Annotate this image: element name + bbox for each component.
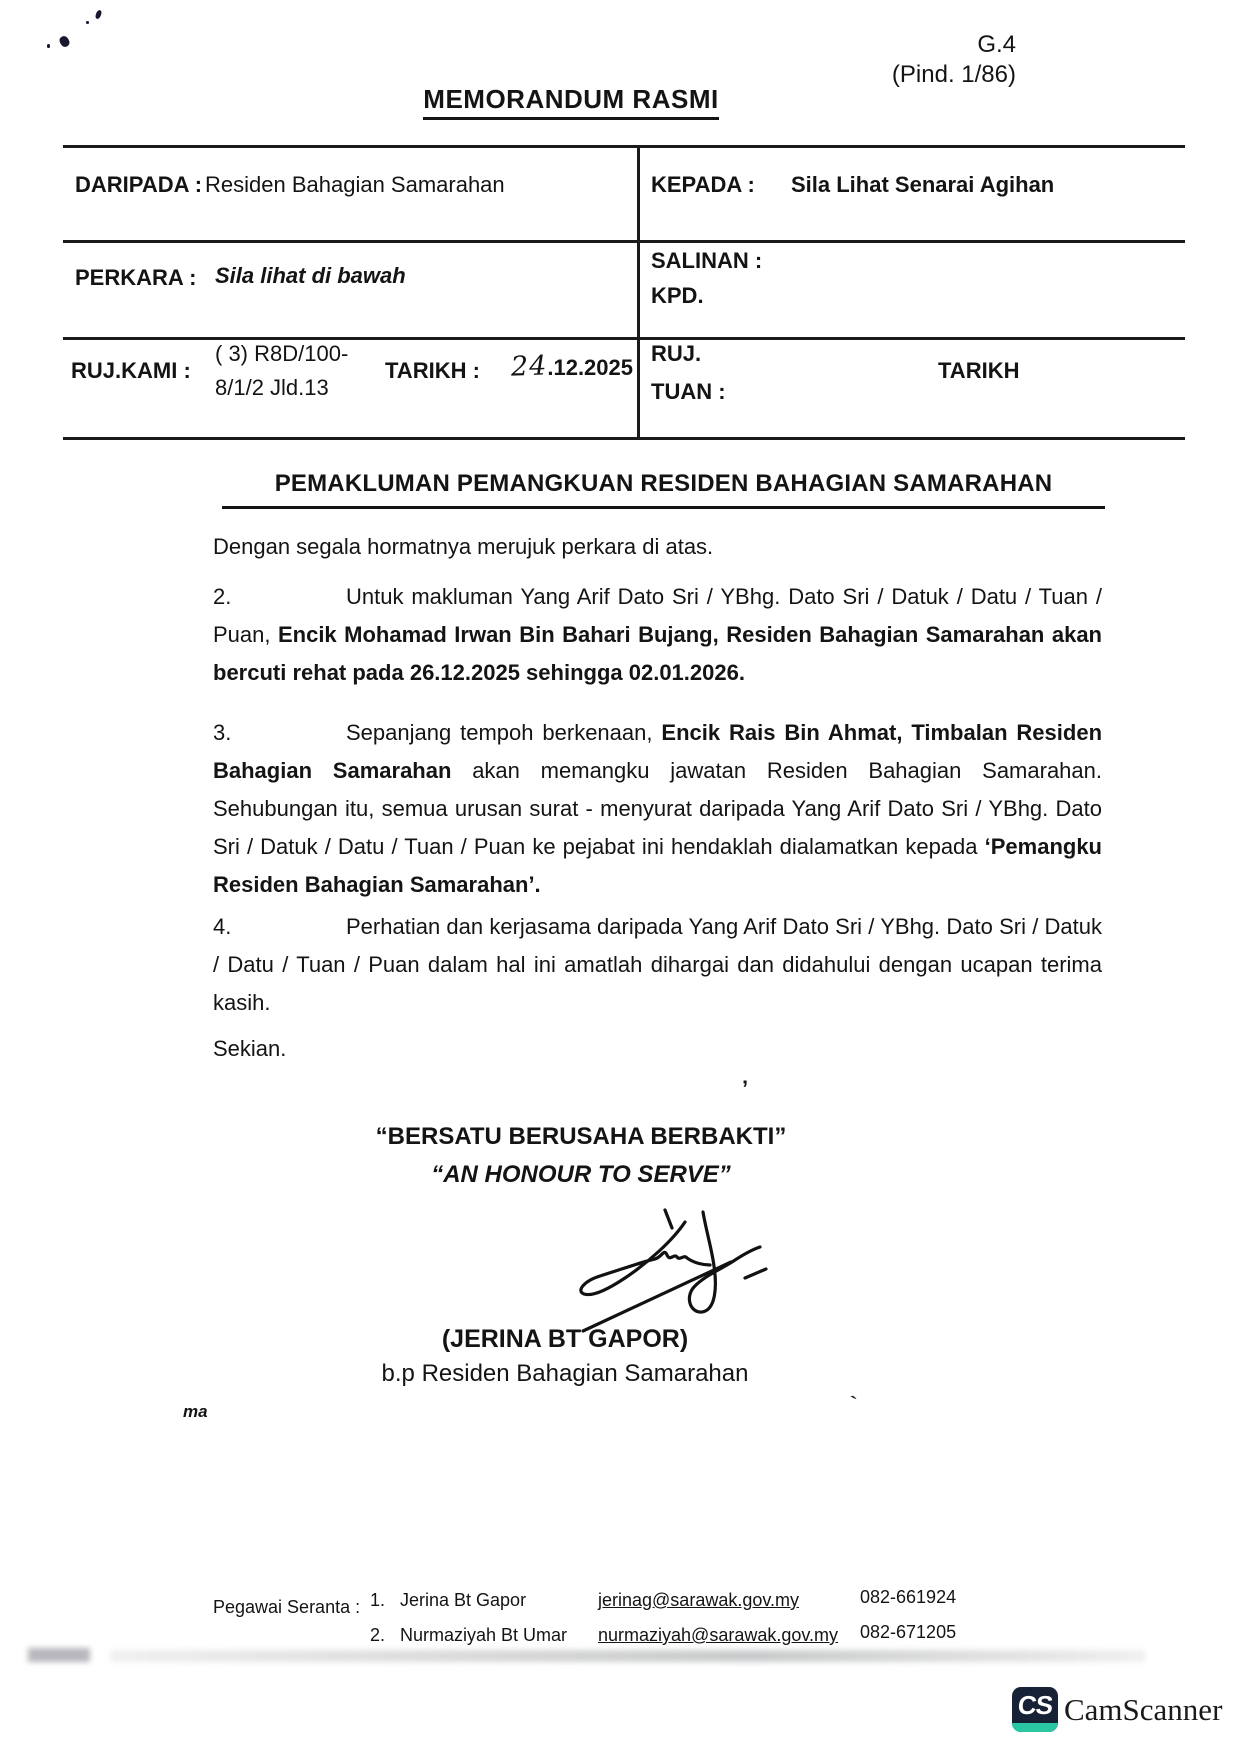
paragraph-4 (213, 908, 1102, 1022)
perkara-value: Sila lihat di bawah (215, 263, 406, 288)
table-border (63, 145, 1185, 148)
para4-number: 4. (213, 914, 232, 939)
ruj-tuan-line2: TUAN : (651, 379, 726, 404)
para4-text: Perhatian dan kerjasama daripada Yang Arif Dato Sri / YBhg. Dato Sri / Datuk / Datu / Tuan / Puan dalam hal ini amatlah dihargai dan didahului dengan ucapan terima kasih. (213, 914, 1102, 1015)
kepada-value: Sila Lihat Senarai Agihan (791, 172, 1055, 197)
doc-heading: MEMORANDUM RASMI (423, 84, 718, 120)
daripada-value: Residen Bahagian Samarahan (205, 172, 505, 197)
paragraph-1: Dengan segala hormatnya merujuk perkara di atas. (213, 534, 714, 559)
tarikh-label: TARIKH : (385, 358, 480, 383)
contact-1-email: jerinag@sarawak.gov.my (598, 1590, 800, 1610)
ruj-tuan-line1: RUJ. (651, 341, 702, 366)
form-code-block (892, 30, 1016, 90)
ruj-kami-value-line1: ( 3) R8D/100- (215, 341, 349, 366)
ink-speck (58, 34, 71, 48)
signatory-name: (JERINA BT GAPOR) (441, 1325, 689, 1353)
para2-number: 2. (213, 584, 232, 609)
signatory-behalf: b.p Residen Bahagian Samarahan (381, 1360, 749, 1387)
para3-mid: akan memangku jawatan Residen Bahagian Samarahan. Sehubungan itu, semua urusan surat - menyurat daripada Yang Arif Dato Sri / YBhg. Dato Sri / Datuk / Datu / Tuan / Puan ke pejabat ini hendaklah dialamatkan kepada (213, 758, 1102, 859)
contact-2-phone: 082-671205 (860, 1622, 957, 1642)
section-title: PEMAKLUMAN PEMANGKUAN RESIDEN BAHAGIAN SAMARAHAN (274, 470, 1053, 497)
doc-heading-wrap (0, 84, 1142, 120)
motto-line2: “AN HONOUR TO SERVE” (431, 1161, 731, 1188)
perkara-label: PERKARA : (75, 265, 197, 290)
scan-smudge (110, 1650, 1145, 1662)
para2-bold: Encik Mohamad Irwan Bin Bahari Bujang, Residen Bahagian Samarahan akan bercuti rehat pada 26.12.2025 sehingga 02.01.2026. (213, 622, 1102, 685)
camscanner-icon-letters: CS (1016, 1690, 1054, 1720)
tarikh-day-handwritten: 24 (510, 350, 548, 383)
tarikh-rest: .12.2025 (547, 355, 633, 380)
contact-2-num: 2. (370, 1625, 386, 1645)
table-divider (637, 145, 640, 440)
form-revision: (Pind. 1/86) (891, 61, 1016, 88)
ink-speck (86, 21, 89, 24)
para3-text: Sepanjang tempoh berkenaan, (346, 720, 662, 745)
para3-bold2: ‘Pemangku Residen Bahagian Samarahan’. (213, 834, 1102, 897)
contact-2-email: nurmaziyah@sarawak.gov.my (598, 1625, 839, 1645)
para2-text: Untuk makluman Yang Arif Dato Sri / YBhg. Dato Sri / Datuk / Datu / Tuan / Puan, (213, 584, 1102, 647)
contact-1-phone: 082-661924 (860, 1587, 957, 1607)
pen-mark: ’ (742, 1076, 749, 1101)
salinan-label: SALINAN : (651, 248, 763, 273)
ink-speck (94, 9, 102, 19)
form-code: G.4 (977, 31, 1016, 58)
ruj-kami-label: RUJ.KAMI : (71, 358, 191, 383)
footer-label: Pegawai Seranta : (213, 1597, 361, 1617)
daripada-label: DARIPADA : (75, 172, 203, 197)
ink-speck (47, 44, 50, 48)
signature-scribble (553, 1198, 803, 1338)
motto-block (0, 1118, 1162, 1194)
kepada-label: KEPADA : (651, 172, 755, 197)
paragraph-2 (213, 578, 1102, 692)
contact-2-name: Nurmaziyah Bt Umar (400, 1625, 568, 1645)
margin-note: ma (183, 1402, 208, 1421)
table-border (63, 337, 1185, 340)
table-border (63, 240, 1185, 243)
section-title-wrap (222, 470, 1105, 509)
salinan-kpd: KPD. (651, 283, 704, 308)
tarikh-right-label: TARIKH (938, 358, 1020, 383)
pen-tick-mark: ` (848, 1391, 864, 1420)
tarikh-value (511, 351, 633, 382)
scan-smudge (28, 1648, 90, 1662)
camscanner-icon (1012, 1687, 1058, 1732)
camscanner-label: CamScanner (1064, 1692, 1223, 1727)
camscanner-icon-accent (1012, 1723, 1058, 1732)
ruj-kami-value-line2: 8/1/2 Jld.13 (215, 375, 329, 400)
closing-word: Sekian. (213, 1036, 287, 1061)
paragraph-3 (213, 714, 1102, 904)
table-border (63, 437, 1185, 440)
para3-bold1: Encik Rais Bin Ahmat, Timbalan Residen Bahagian Samarahan (213, 720, 1103, 783)
motto-line1: “BERSATU BERUSAHA BERBAKTI” (375, 1123, 787, 1150)
signatory-behalf-wrap (0, 1360, 1130, 1388)
para3-number: 3. (213, 720, 232, 745)
signatory-name-wrap (0, 1325, 1130, 1354)
contact-1-name: Jerina Bt Gapor (400, 1590, 527, 1610)
contact-1-num: 1. (370, 1590, 386, 1610)
meta-table (63, 145, 1185, 440)
